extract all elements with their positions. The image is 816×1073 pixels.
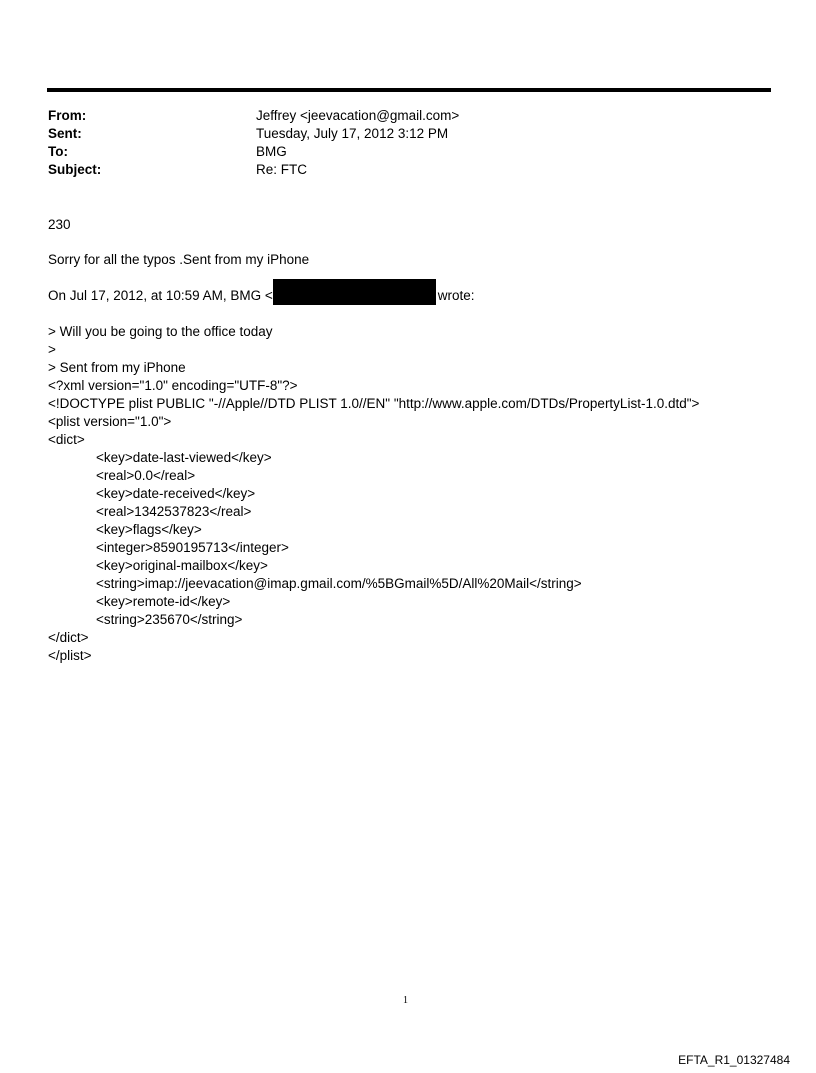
quoted-line: > Sent from my iPhone — [48, 360, 186, 375]
signature-line: Sorry for all the typos .Sent from my iPhone — [48, 252, 310, 267]
quoted-line: </dict> — [48, 630, 89, 645]
subject-row — [48, 161, 459, 179]
quoted-line: </plist> — [48, 648, 92, 663]
plist-entry: <real>0.0</real> — [96, 468, 196, 483]
plist-entry: <string>imap://jeevacation@imap.gmail.com/%5BGmail%5D/All%20Mail</string> — [96, 576, 582, 591]
page-number: 1 — [403, 995, 408, 1006]
quoted-line: <plist version="1.0"> — [48, 414, 172, 429]
sent-label: Sent: — [48, 126, 82, 141]
redaction-box — [273, 279, 436, 305]
subject-value: Re: FTC — [256, 162, 308, 177]
sent-value: Tuesday, July 17, 2012 3:12 PM — [256, 126, 449, 141]
reply-wrote-text: wrote: — [437, 288, 475, 303]
plist-entry: <key>flags</key> — [96, 522, 202, 537]
to-value: BMG — [256, 144, 287, 159]
plist-entry: <real>1342537823</real> — [96, 504, 252, 519]
quoted-line: > — [48, 342, 56, 357]
plist-entry: <key>remote-id</key> — [96, 594, 231, 609]
body-number: 230 — [48, 217, 71, 232]
subject-label: Subject: — [48, 162, 102, 177]
email-header — [48, 107, 459, 179]
reply-intro-line — [48, 287, 475, 305]
plist-entry: <integer>8590195713</integer> — [96, 540, 289, 555]
document-id: EFTA_R1_01327484 — [678, 1053, 790, 1067]
plist-entry: <key>date-received</key> — [96, 486, 256, 501]
to-label: To: — [48, 144, 68, 159]
quoted-line: <?xml version="1.0" encoding="UTF-8"?> — [48, 378, 298, 393]
to-row — [48, 143, 459, 161]
from-label: From: — [48, 108, 87, 123]
from-row — [48, 107, 459, 125]
quoted-line: > Will you be going to the office today — [48, 324, 273, 339]
from-value: Jeffrey <jeevacation@gmail.com> — [256, 108, 460, 123]
plist-entry: <string>235670</string> — [96, 612, 243, 627]
sent-row — [48, 125, 459, 143]
plist-entry: <key>date-last-viewed</key> — [96, 450, 272, 465]
quoted-line: <!DOCTYPE plist PUBLIC "-//Apple//DTD PLIST 1.0//EN" "http://www.apple.com/DTDs/PropertyList-1.0.dtd"> — [48, 396, 700, 411]
plist-entry: <key>original-mailbox</key> — [96, 558, 268, 573]
quoted-content — [48, 323, 699, 665]
header-rule — [47, 88, 771, 92]
quoted-line: <dict> — [48, 432, 85, 447]
reply-intro-text: On Jul 17, 2012, at 10:59 AM, BMG < — [48, 288, 273, 303]
